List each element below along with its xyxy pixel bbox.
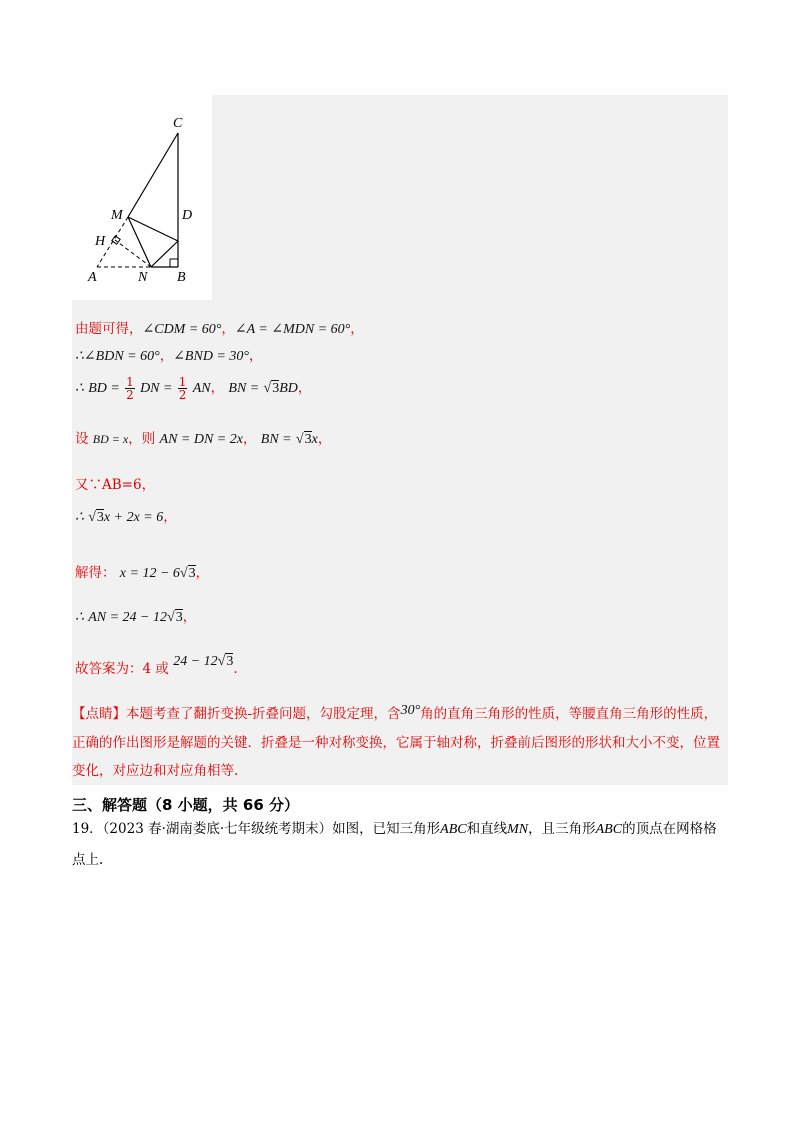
line-text: ， xyxy=(210,380,225,396)
solution-line-1 xyxy=(75,317,364,338)
formula: AN xyxy=(192,381,211,396)
triangle-diagram xyxy=(72,95,212,300)
therefore-symbol: ∴ xyxy=(75,381,84,396)
sqrt-radicand: 3 xyxy=(175,610,183,625)
formula: ABC xyxy=(440,822,467,837)
answer-formula xyxy=(173,654,233,669)
solution-line-8 xyxy=(75,605,196,626)
label-D: D xyxy=(182,208,193,223)
line-text: ， xyxy=(242,431,257,447)
formula: AN = 24 − 12 xyxy=(88,610,168,625)
line-text: 由题可得， xyxy=(75,321,143,337)
formula: DN = xyxy=(140,381,173,396)
fraction-numerator: 1 xyxy=(126,375,134,389)
comment-text: 【点睛】本题考查了翻折变换-折叠问题，勾股定理，含 xyxy=(72,706,401,722)
fraction xyxy=(125,376,135,401)
label-M: M xyxy=(111,208,123,223)
formula: ∠BND = 30° xyxy=(173,349,249,364)
formula: BD = x xyxy=(92,432,129,446)
sqrt-radicand: 3 xyxy=(188,566,196,581)
segment-NH-dashed xyxy=(115,240,151,267)
question-text: ，且三角形 xyxy=(528,821,596,837)
line-text: 解得： xyxy=(75,565,116,581)
line-text: ， xyxy=(350,321,364,337)
formula: BD = xyxy=(88,381,120,396)
question-text: 的顶点在网格格点上. xyxy=(72,821,717,868)
fraction-denominator: 2 xyxy=(178,388,187,402)
formula: BD xyxy=(279,381,298,396)
formula: AN = DN = 2x xyxy=(159,432,243,447)
line-text: ， xyxy=(182,609,197,625)
label-B: B xyxy=(177,270,186,285)
line-text: 设 xyxy=(75,431,89,447)
line-text: 又∵AB=6， xyxy=(75,477,156,493)
segment-MN xyxy=(128,217,151,267)
solution-line-5 xyxy=(75,473,155,493)
sqrt-radicand: 3 xyxy=(96,510,104,525)
solution-line-9 xyxy=(75,654,238,678)
segment-CM xyxy=(128,133,178,217)
comment-text: 角的直角三角形的性质，等腰直角三角形的性质，正确的作出图形是解题的关键．折叠是一种对称变换，它属于轴对称，折叠前后图形的形状和大小不变，位置变化，对应边和对应角相等. xyxy=(72,706,720,779)
sqrt: √3 xyxy=(179,566,196,581)
line-text: ， xyxy=(297,380,312,396)
solution-line-6 xyxy=(75,505,177,526)
fraction xyxy=(178,376,188,401)
label-N: N xyxy=(138,270,148,285)
sqrt: √3 xyxy=(263,381,280,396)
line-text: ， xyxy=(221,321,235,337)
line-text: ， xyxy=(159,348,174,364)
label-H: H xyxy=(95,234,106,249)
sqrt: √3 xyxy=(217,654,234,669)
therefore-symbol: ∴ xyxy=(75,349,84,364)
line-text: ， xyxy=(163,509,177,525)
line-text: ，则 xyxy=(128,431,156,447)
solution-line-3 xyxy=(75,376,311,401)
solution-line-4 xyxy=(75,427,331,448)
solution-line-2 xyxy=(75,344,262,365)
sqrt-radicand: 3 xyxy=(272,381,280,396)
formula: x = 12 − 6 xyxy=(119,566,180,581)
segment-ND xyxy=(151,241,178,267)
line-text: ， xyxy=(195,565,210,581)
formula: BN = xyxy=(228,381,260,396)
line-text: ， xyxy=(248,348,263,364)
formula: x xyxy=(311,432,318,447)
sqrt: √3 xyxy=(295,432,312,447)
comment-paragraph xyxy=(72,700,728,785)
fraction-numerator: 1 xyxy=(178,375,187,389)
degree-formula: 30° xyxy=(400,703,421,718)
sqrt-radicand: 3 xyxy=(226,654,234,669)
line-text: ， xyxy=(317,431,332,447)
therefore-symbol: ∴ xyxy=(75,610,84,625)
formula: x + 2x = 6 xyxy=(103,510,164,525)
line-text: 故答案为：4 或 xyxy=(75,661,169,677)
geometry-figure xyxy=(72,95,212,300)
solution-line-7 xyxy=(75,561,209,582)
question-text: 和直线 xyxy=(466,821,508,837)
formula: ∠BDN = 60° xyxy=(83,349,160,364)
formula: ∠A = ∠MDN = 60° xyxy=(234,322,351,337)
label-C: C xyxy=(173,116,183,131)
formula: 24 − 12 xyxy=(173,654,218,669)
label-A: A xyxy=(88,270,97,285)
formula: ∠CDM = 60° xyxy=(142,322,222,337)
formula: BN = xyxy=(260,432,292,447)
sqrt: √3 xyxy=(167,610,183,625)
formula: MN xyxy=(507,822,529,837)
formula: ABC xyxy=(595,822,623,837)
therefore-symbol: ∴ xyxy=(75,510,84,525)
section-heading: 三、解答题（8 小题，共 66 分） xyxy=(72,796,299,814)
line-text: . xyxy=(233,661,238,677)
right-angle-mark-B xyxy=(170,259,178,267)
sqrt: √3 xyxy=(88,510,104,525)
fraction-denominator: 2 xyxy=(126,388,134,402)
segment-MD xyxy=(128,217,178,241)
sqrt-radicand: 3 xyxy=(304,432,312,447)
question-text: 19．（2023 春·湖南娄底·七年级统考期末）如图，已知三角形 xyxy=(72,821,441,837)
question-19 xyxy=(72,814,728,875)
